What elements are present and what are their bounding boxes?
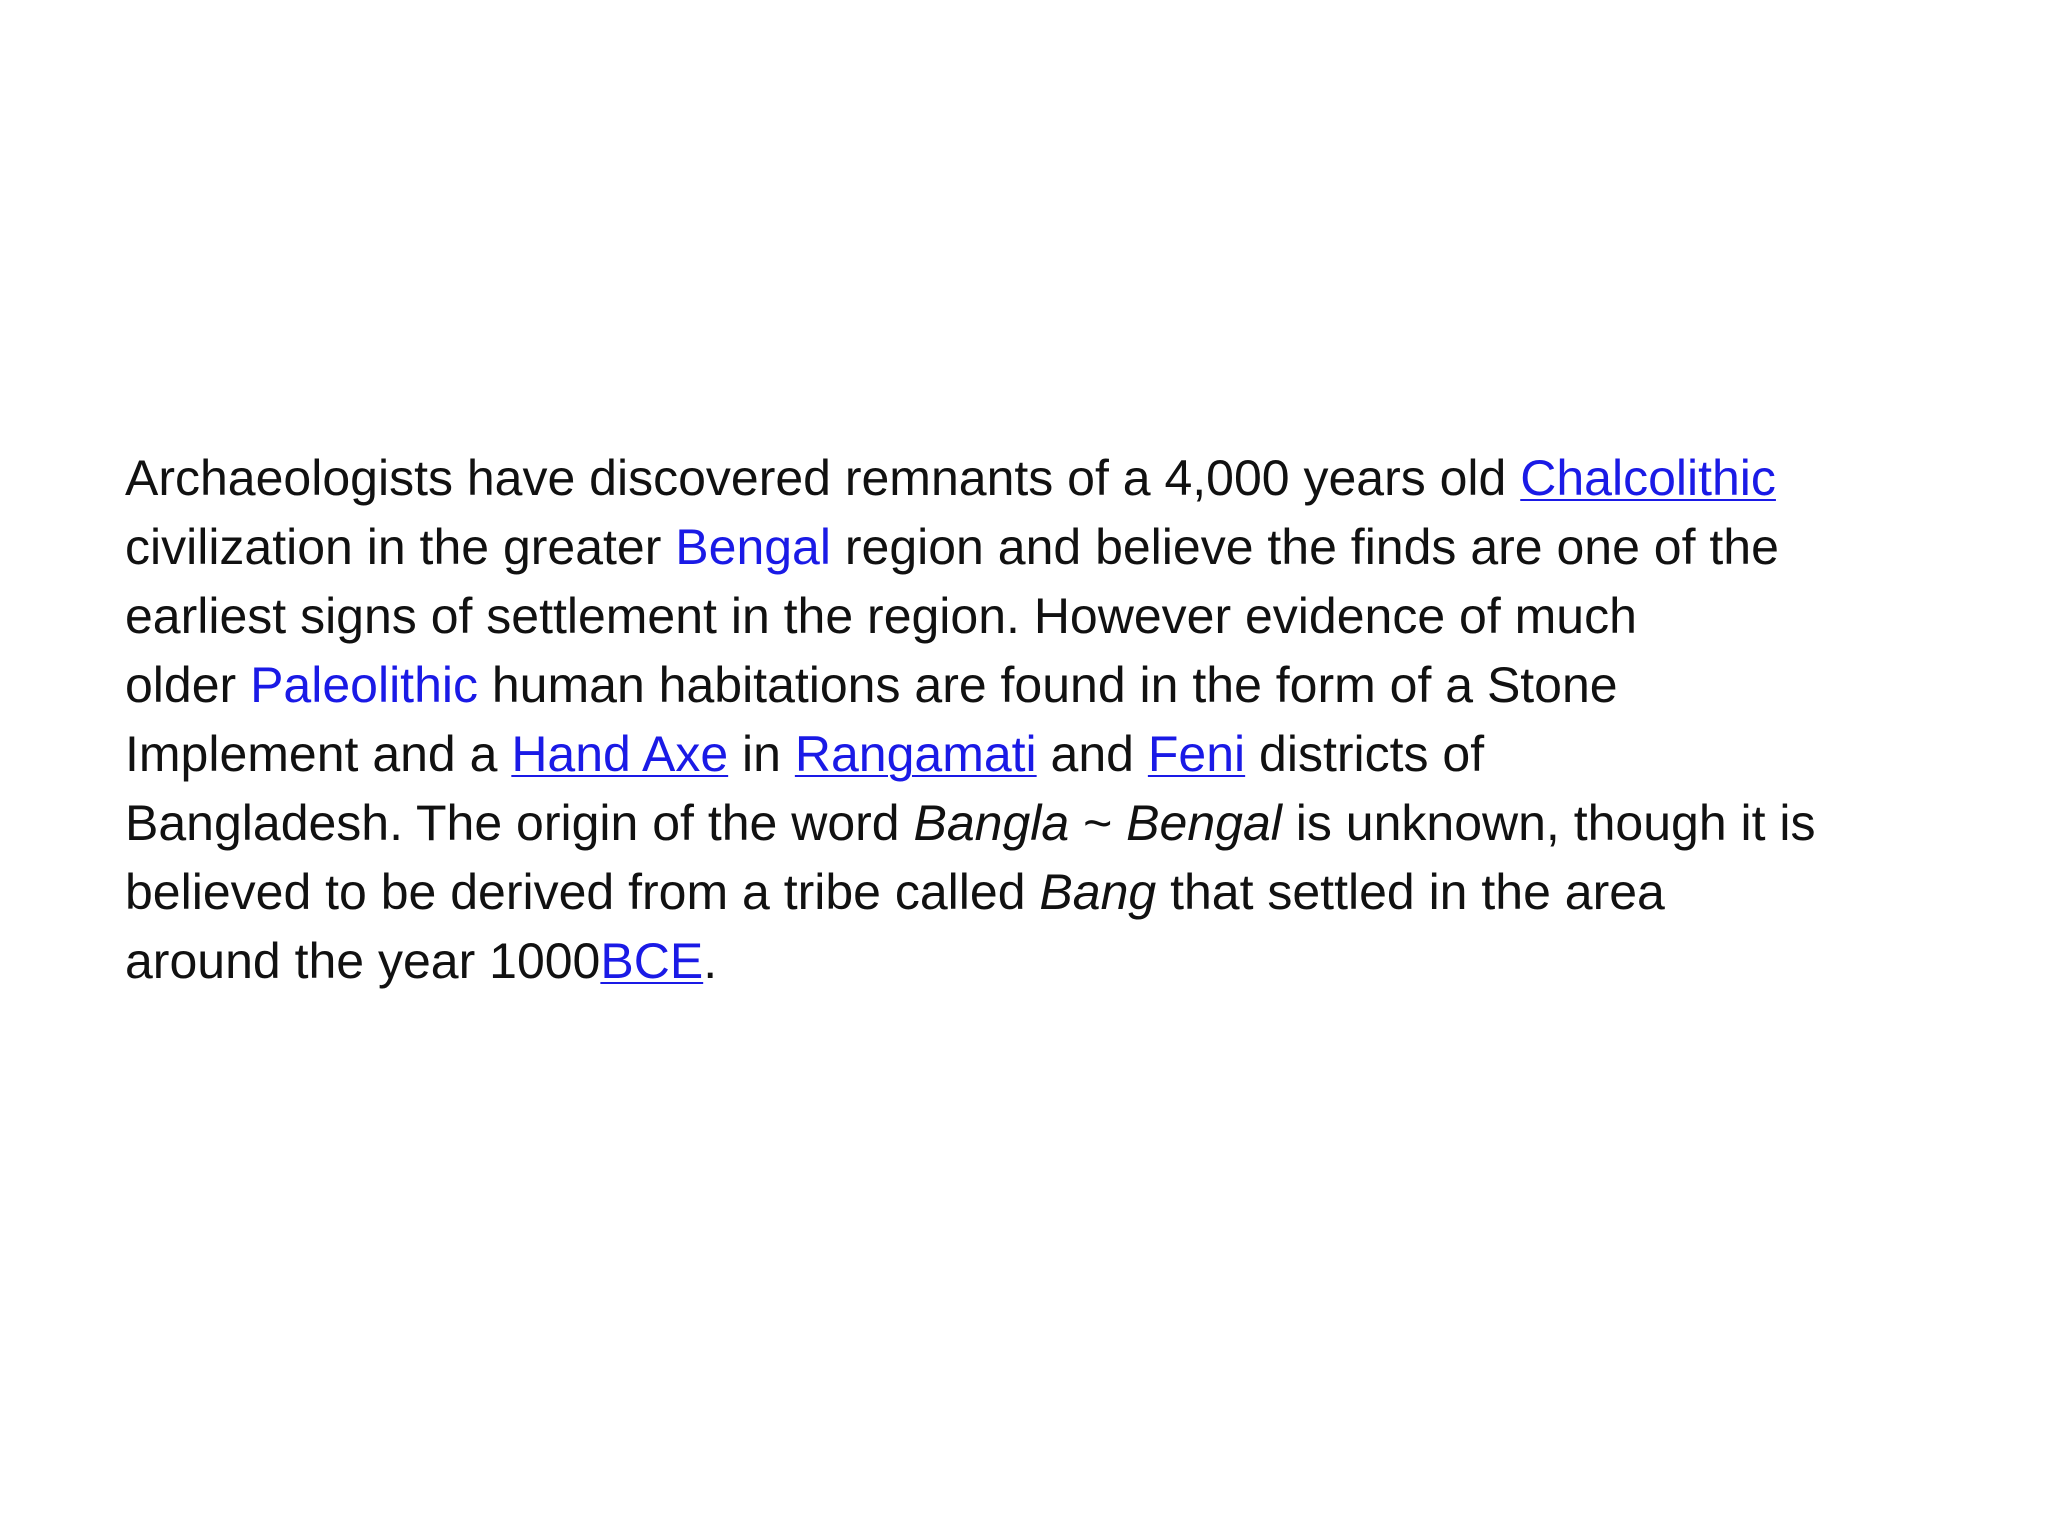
text-segment: and [1036,726,1148,782]
text-line-8 [125,927,1975,996]
text-line-4 [125,651,1975,720]
text-segment: older [125,657,251,713]
text-segment: . [703,933,718,989]
text-segment: Implement and a [125,726,512,782]
body-paragraph [125,444,1975,996]
italic-bengal: Bengal [1126,795,1282,851]
highlight-bengal: Bengal [675,519,831,575]
link-chalcolithic[interactable]: Chalcolithic [1520,450,1776,506]
italic-bang: Bang [1039,864,1157,920]
text-segment: Archaeologists have discovered remnants of a 4,000 years old [125,450,1521,506]
text-line-7 [125,858,1975,927]
link-hand-axe[interactable]: Hand Axe [511,726,729,782]
text-segment: districts of [1245,726,1485,782]
text-segment: that settled in the area [1156,864,1665,920]
text-segment: ~ [1069,795,1127,851]
highlight-paleolithic: Paleolithic [250,657,478,713]
link-feni[interactable]: Feni [1147,726,1246,782]
text-segment: civilization in the greater [125,519,676,575]
text-segment: Bangladesh. The origin of the word [125,795,914,851]
text-segment: in [728,726,795,782]
link-bce[interactable]: BCE [600,933,704,989]
text-segment: region and believe the finds are one of the [830,519,1779,575]
text-line-5 [125,720,1975,789]
text-line-3 [125,582,1975,651]
text-segment: human habitations are found in the form of a Stone [477,657,1618,713]
italic-bangla: Bangla [913,795,1070,851]
text-segment: around the year 1000 [125,933,601,989]
text-segment: earliest signs of settlement in the region. However evidence of much [125,588,1637,644]
text-line-1 [125,444,1975,513]
text-segment: is unknown, though it is [1281,795,1816,851]
text-line-2 [125,513,1975,582]
text-segment: believed to be derived from a tribe called [125,864,1040,920]
link-rangamati[interactable]: Rangamati [794,726,1037,782]
text-line-6 [125,789,1975,858]
